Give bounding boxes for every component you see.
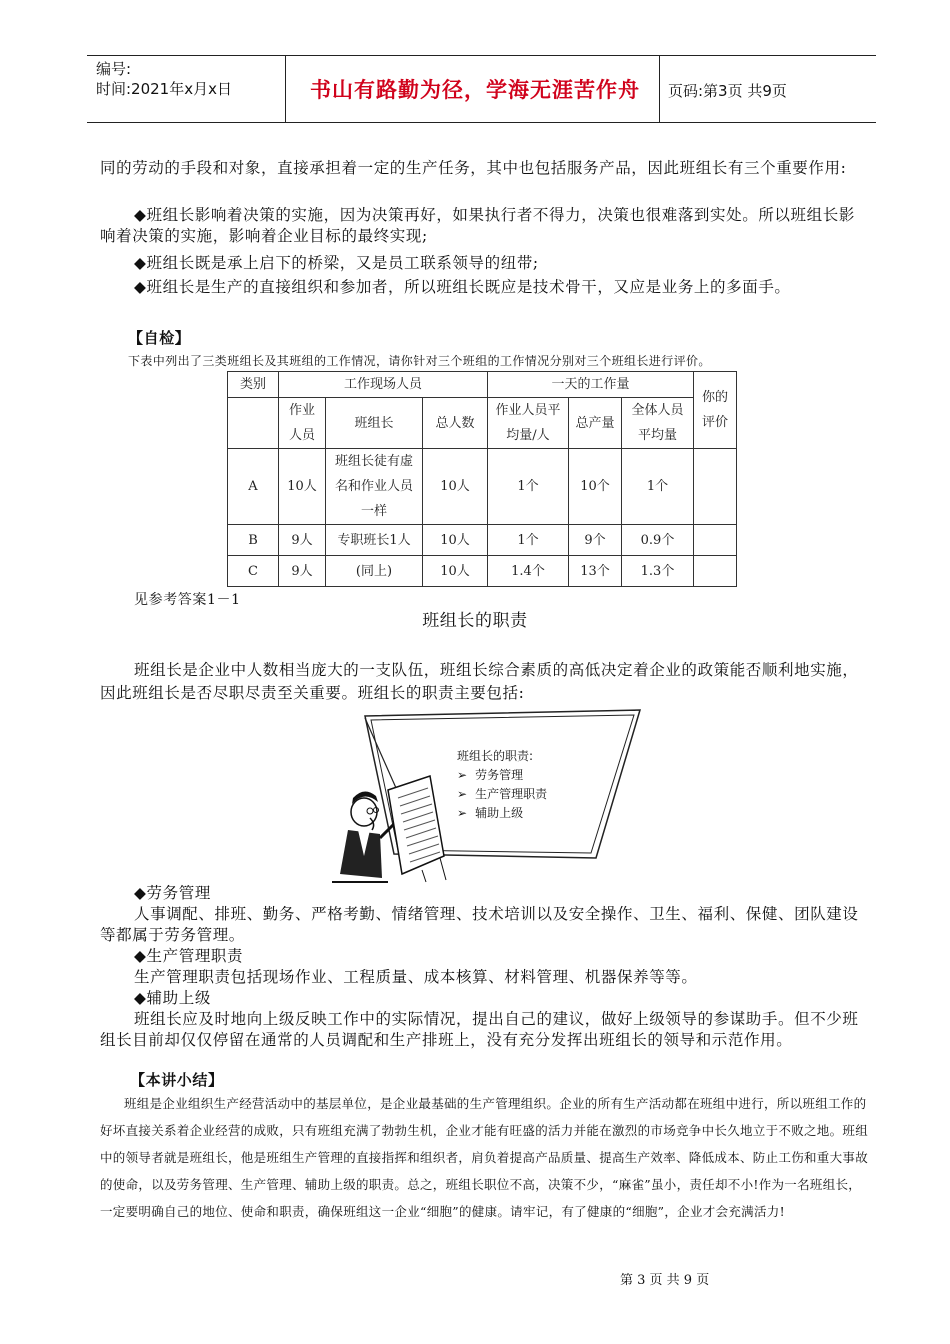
self-check-title: 【自检】 <box>128 329 191 347</box>
header-bottom-rule <box>87 122 876 123</box>
page-footer: 第 3 页 共 9 页 <box>620 1273 710 1288</box>
header-page-label: 页码:第3页 共9页 <box>668 82 787 100</box>
header-your-evaluation: 你的评价 <box>694 372 737 449</box>
summary-title: 【本讲小结】 <box>130 1071 224 1089</box>
arrow-icon: ➢ <box>457 768 468 782</box>
table-row: C 9人 (同上) 10人 1.4个 13个 1.3个 <box>228 556 737 587</box>
duties-intro: 班组长是企业中人数相当庞大的一支队伍，班组长综合素质的高低决定着企业的政策能否顺利地实施，因此班组长是否尽职尽责至关重要。班组长的职责主要包括: <box>100 661 859 702</box>
summary-text: 班组是企业组织生产经营活动中的基层单位，是企业最基础的生产管理组织。企业的所有生产活动都在班组中进行，所以班组工作的好坏直接关系着企业经营的成败，只有班组充满了勃勃生机，企业才能有旺盛的活力并能在激烈的市场竞争中长久地立于不败之地。班组中的领导者就是班组长，他是班组生产管理的直接指挥和组织者，肩负着提高产品质量、提高生产效率、降低成本、防止工伤和重大事故的使命，以及劳务管理、生产管理、辅助上级的职责。总之，班组长职位不高，决策不少，“麻雀”虽小，责任却不小!作为一名班组长，一定要明确自己的地位、使命和职责，确保班组这一企业“细胞”的健康。请牢记，有了健康的“细胞”，企业才会充满活力! <box>100 1096 869 1219</box>
header-total: 总人数 <box>423 398 488 449</box>
duty-title: ◆劳务管理 <box>134 884 211 902</box>
header-daily-workload: 一天的工作量 <box>488 372 694 398</box>
header-site-staff: 工作现场人员 <box>279 372 488 398</box>
board-item: ➢ 辅助上级 <box>457 806 524 820</box>
number-label: 编号: <box>96 60 132 78</box>
header-workers: 作业人员 <box>279 398 326 449</box>
board-title: 班组长的职责: <box>457 749 534 763</box>
duty-text: 班组长应及时地向上级反映工作中的实际情况，提出自己的建议，做好上级领导的参谋助手。但不少班组长目前却仅仅停留在通常的人员调配和生产排班上，没有充分发挥出班组长的领导和示范作用。 <box>100 1010 859 1049</box>
header-all-average: 全体人员平均量 <box>622 398 694 449</box>
header-total-output: 总产量 <box>569 398 622 449</box>
header-meta <box>96 59 232 99</box>
table-row: B 9人 专职班长1人 10人 1个 9个 0.9个 <box>228 525 737 556</box>
board-text <box>457 747 547 823</box>
header-category: 类别 <box>228 372 279 398</box>
board-item: ➢ 生产管理职责 <box>457 787 548 801</box>
header-motto: 书山有路勤为径，学海无涯苦作舟 <box>310 78 640 102</box>
arrow-icon: ➢ <box>457 787 468 801</box>
header-top-rule <box>87 55 876 56</box>
evaluation-table <box>227 371 737 587</box>
header-divider <box>285 56 286 122</box>
header-divider <box>659 56 660 122</box>
header-leader: 班组长 <box>326 398 423 449</box>
section-title: 班组长的职责 <box>422 611 528 631</box>
intro-bullet: ◆班组长是生产的直接组织和参加者，所以班组长既应是技术骨干，又应是业务上的多面手。 <box>134 278 791 296</box>
time-label: 时间:2021年x月x日 <box>96 80 232 98</box>
duty-title: ◆辅助上级 <box>134 989 211 1007</box>
duty-text: 生产管理职责包括现场作业、工程质量、成本核算、材料管理、机器保养等等。 <box>134 968 698 986</box>
board-item: ➢ 劳务管理 <box>457 768 524 782</box>
duty-title: ◆生产管理职责 <box>134 947 244 965</box>
self-check-instruction: 下表中列出了三类班组长及其班组的工作情况，请你针对三个班组的工作情况分别对三个班组长进行评价。 <box>128 354 711 368</box>
duty-text: 人事调配、排班、勤务、严格考勤、情绪管理、技术培训以及安全操作、卫生、福利、保健、团队建设等都属于劳务管理。 <box>100 905 859 944</box>
intro-bullet: ◆班组长既是承上启下的桥梁，又是员工联系领导的纽带; <box>134 254 539 272</box>
answer-reference: 见参考答案1－1 <box>134 592 241 608</box>
header-worker-average: 作业人员平均量/人 <box>488 398 569 449</box>
intro-bullet: ◆班组长影响着决策的实施，因为决策再好，如果执行者不得力，决策也很难落到实处。所以班组长影响着决策的实施，影响着企业目标的最终实现; <box>100 206 855 245</box>
table-row: A 10人 班组长徒有虚名和作业人员一样 10人 1个 10个 1个 <box>228 449 737 525</box>
intro-paragraph: 同的劳动的手段和对象，直接承担着一定的生产任务，其中也包括服务产品，因此班组长有三个重要作用: <box>100 159 847 177</box>
arrow-icon: ➢ <box>457 806 468 820</box>
